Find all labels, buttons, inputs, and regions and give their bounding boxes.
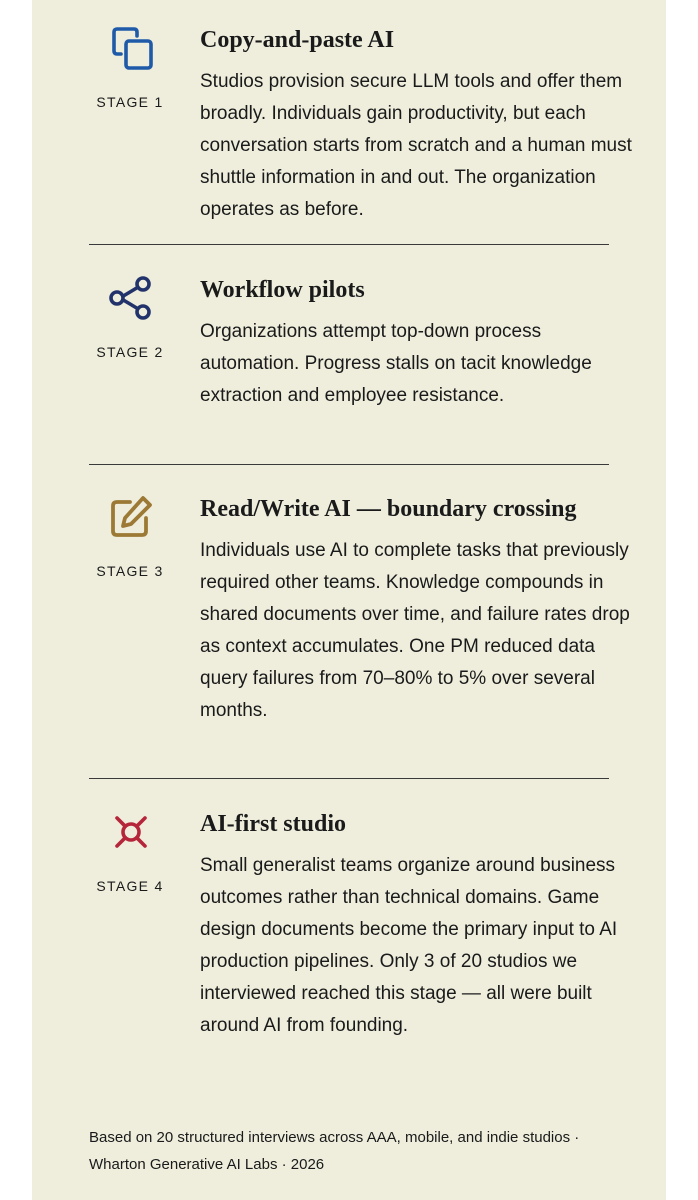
divider (89, 464, 609, 465)
stage-title: Copy-and-paste AI (200, 27, 395, 53)
source-footnote: Based on 20 structured interviews across AAA, mobile, and indie studios · Wharton Generative AI Labs · 2026 (89, 1129, 580, 1173)
divider (89, 244, 609, 245)
stage-title: AI-first studio (200, 811, 347, 837)
edit-icon (107, 493, 155, 541)
stage-label: STAGE 2 (96, 344, 164, 360)
stages-panel (32, 0, 666, 1200)
stage-title: Workflow pilots (200, 277, 365, 303)
stage-description: Organizations attempt top-down process automation. Progress stalls on tacit knowledge extraction and employee resistance. (200, 321, 592, 406)
stage-description: Small generalist teams organize around business outcomes rather than technical domains. Game design documents become the primary input to AI production pipelines. Only 3 of 20 studios we interviewed reached this stage — all were built around AI from founding. (200, 855, 618, 1036)
stage-label: STAGE 1 (96, 94, 164, 110)
stage-label: STAGE 3 (96, 563, 164, 579)
stage-description: Studios provision secure LLM tools and offer them broadly. Individuals gain productivity, but each conversation starts from scratch and a human must shuttle information in and out. The organization operates as before. (200, 71, 632, 220)
divider (89, 778, 609, 779)
stage-title: Read/Write AI — boundary crossing (200, 496, 577, 522)
share-nodes-icon (107, 274, 155, 322)
stage-label: STAGE 4 (96, 878, 164, 894)
currency-icon (107, 808, 155, 856)
stage-description: Individuals use AI to complete tasks that previously required other teams. Knowledge compounds in shared documents over time, and failure rates drop as context accumulates. One PM reduced data query failures from 70–80% to 5% over several months. (200, 540, 630, 721)
copy-icon (107, 24, 155, 72)
